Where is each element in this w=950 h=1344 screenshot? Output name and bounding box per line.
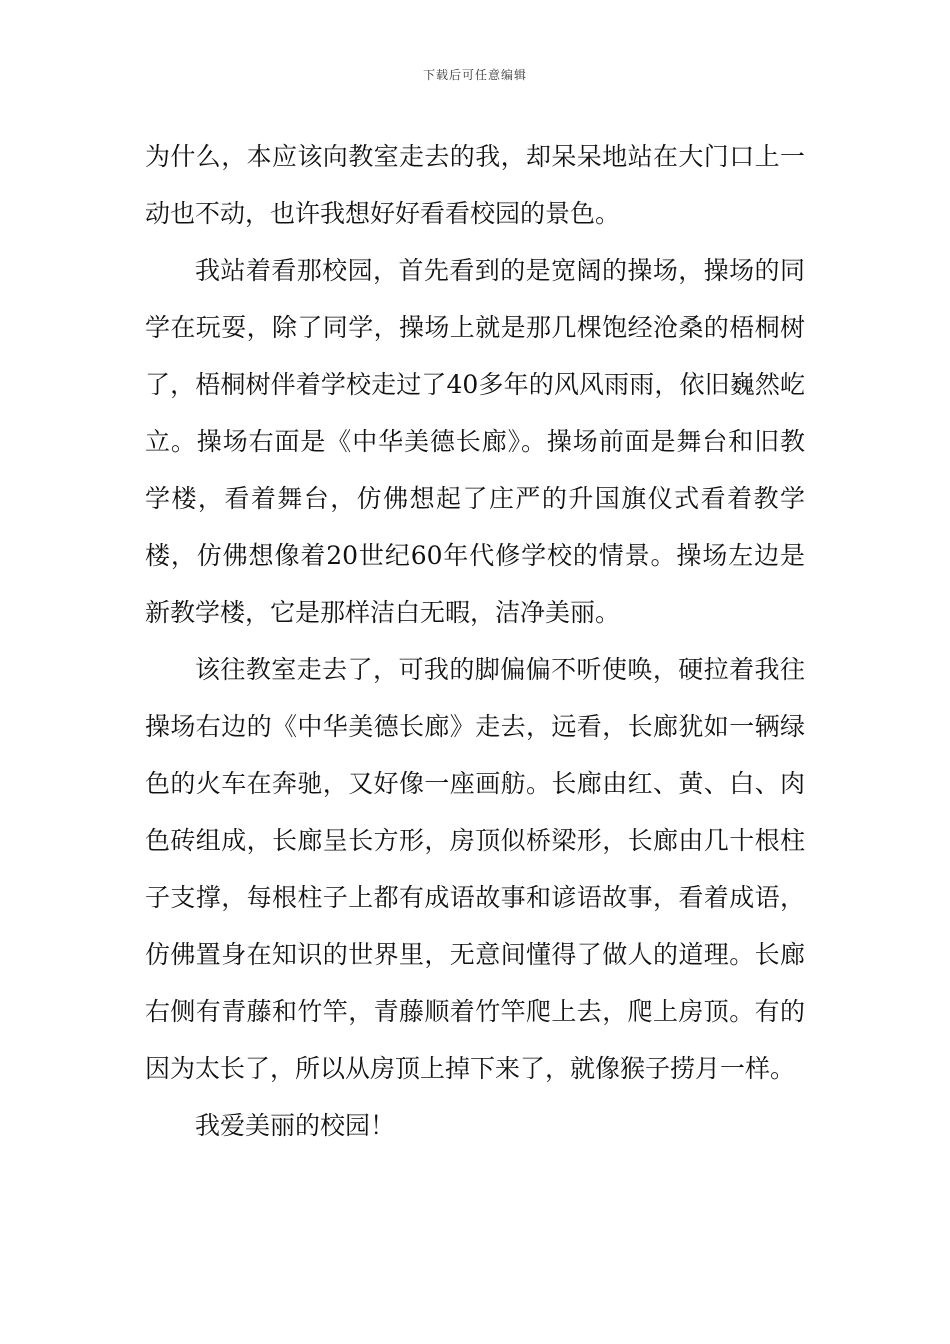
paragraph-4: 我爱美丽的校园！ <box>195 1111 396 1140</box>
document-body <box>145 128 805 1154</box>
paragraph-2: 我站着看那校园，首先看到的是宽阔的操场，操场的同学在玩耍，除了同学，操场上就是那几棵饱经沧桑的梧桐树了，梧桐树伴着学校走过了40多年的风风雨雨，依旧巍然屹立。操场右面是《中华美德长廊》。操场前面是舞台和旧教学楼，看着舞台，仿佛想起了庄严的升国旗仪式看着教学楼，仿佛想像着20世纪60年代修学校的情景。操场左边是新教学楼，它是那样洁白无暇，洁净美丽。 <box>145 256 805 627</box>
header-note: 下载后可任意编辑 <box>422 68 527 82</box>
paragraph-1: 为什么，本应该向教室走去的我，却呆呆地站在大门口上一动也不动，也许我想好好看看校园的景色。 <box>145 142 805 228</box>
paragraph-3: 该往教室走去了，可我的脚偏偏不听使唤，硬拉着我往操场右边的《中华美德长廊》走去，远看，长廊犹如一辆绿色的火车在奔驰，又好像一座画舫。长廊由红、黄、白、肉色砖组成，长廊呈长方形，房顶似桥梁形，长廊由几十根柱子支撑，每根柱子上都有成语故事和谚语故事，看着成语，仿佛置身在知识的世界里，无意间懂得了做人的道理。长廊右侧有青藤和竹竿，青藤顺着竹竿爬上去，爬上房顶。有的因为太长了，所以从房顶上掉下来了，就像猴子捞月一样。 <box>145 655 805 1083</box>
